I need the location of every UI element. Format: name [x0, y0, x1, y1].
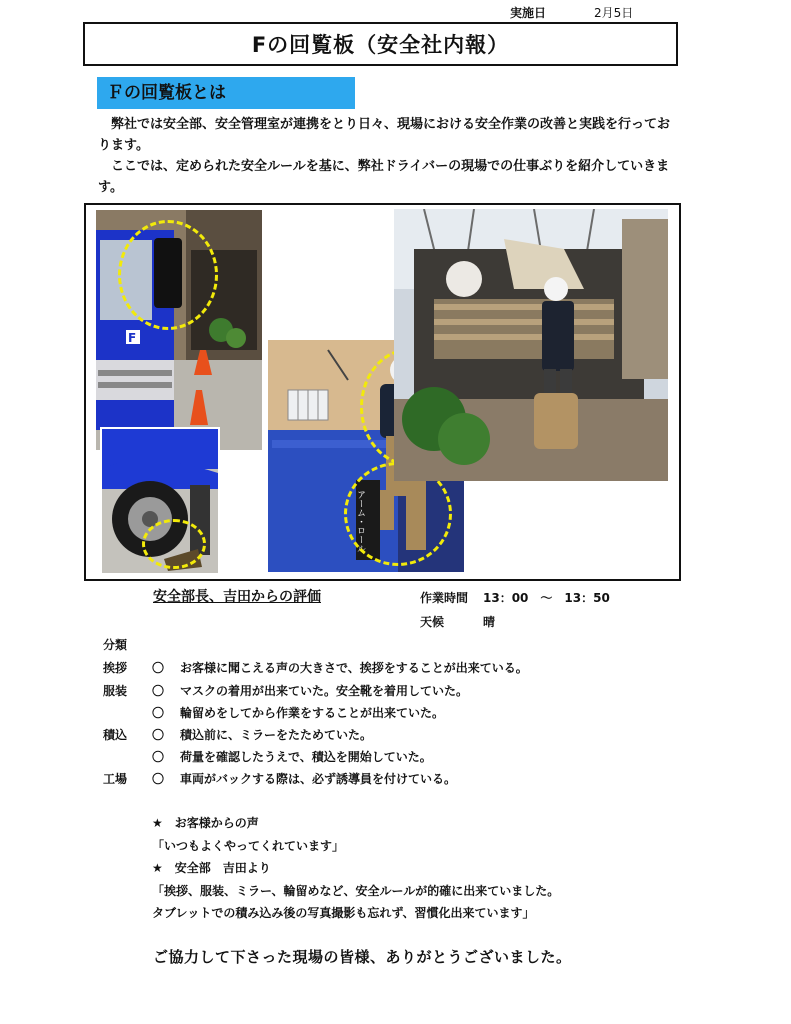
work-time-value: 13：00 ～ 13：50 — [483, 591, 610, 605]
photo-loading-truck — [394, 209, 668, 481]
safety-voice-quote-1: 「挨拶、服装、ミラー、輪留めなど、安全ルールが的確に出来ていました。 — [152, 884, 560, 898]
container-text: アーム・ロール — [355, 490, 365, 553]
closing-message: ご協力して下さった現場の皆様、ありがとうございました。 — [153, 948, 572, 966]
page-title-text: Fの回覧板（安全社内報） — [251, 33, 510, 57]
photo-truck-mirror — [96, 210, 262, 450]
row-text: お客様に聞こえる声の大きさで、挨拶をすることが出来ている。 — [180, 661, 528, 675]
highlight-circle-mirror — [118, 220, 218, 330]
row-mark: 〇 — [152, 684, 165, 698]
row-mark: 〇 — [152, 661, 165, 675]
intro-paragraph-1: 弊社では安全部、安全管理室が連携をとり日々、現場における安全作業の改善と実践を行っております。 — [98, 117, 671, 153]
row-mark: 〇 — [152, 706, 165, 720]
highlight-circle-chock — [142, 519, 206, 569]
safety-voice-quote-2: タブレットでの積み込み後の写真撮影も忘れず、習慣化出来ています」 — [152, 906, 535, 920]
row-text: マスクの着用が出来ていた。安全靴を着用していた。 — [180, 684, 469, 698]
customer-voice-heading: ★ お客様からの声 — [152, 816, 259, 830]
work-time-label: 作業時間 — [420, 591, 469, 605]
date-value: 2月5日 — [594, 6, 634, 20]
row-category: 挨拶 — [103, 661, 128, 675]
row-text: 荷量を確認したうえで、積込を開始していた。 — [180, 750, 432, 764]
loading-truck-illustration — [394, 209, 668, 481]
row-mark: 〇 — [152, 750, 165, 764]
section-heading: Ｆの回覧板とは — [97, 77, 355, 109]
row-category: 積込 — [103, 728, 128, 742]
evaluation-title: 安全部長、吉田からの評価 — [153, 589, 321, 605]
photo-wheel-chock — [100, 427, 220, 575]
row-mark: 〇 — [152, 772, 165, 786]
weather-value: 晴 — [483, 615, 496, 629]
row-category: 工場 — [103, 772, 128, 786]
customer-voice-quote: 「いつもよくやってくれています」 — [152, 839, 345, 853]
page-title — [83, 22, 678, 66]
photo-frame — [84, 203, 681, 581]
row-mark: 〇 — [152, 728, 165, 742]
weather-label: 天候 — [420, 615, 445, 629]
truck-logo: F — [128, 331, 137, 345]
category-header: 分類 — [103, 638, 128, 652]
date-label: 実施日 — [510, 6, 547, 20]
row-text: 輪留めをしてから作業をすることが出来ていた。 — [180, 706, 445, 720]
row-category: 服装 — [103, 684, 128, 698]
safety-voice-heading: ★ 安全部 吉田より — [152, 861, 271, 875]
intro-paragraph-2: ここでは、定められた安全ルールを基に、弊社ドライバーの現場での仕事ぶりを紹介していきます。 — [98, 159, 670, 195]
row-text: 積込前に、ミラーをたためていた。 — [180, 728, 373, 742]
row-text: 車両がバックする際は、必ず誘導員を付けている。 — [180, 772, 457, 786]
